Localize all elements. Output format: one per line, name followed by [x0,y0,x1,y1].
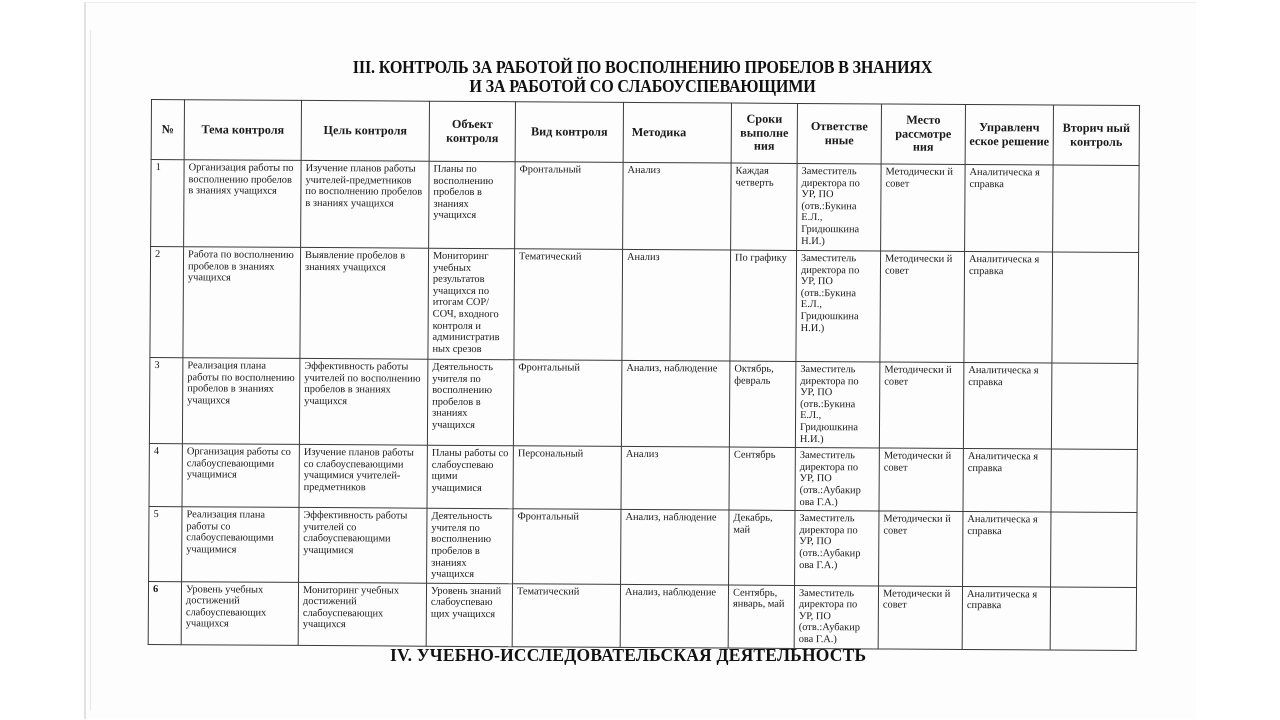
cell-deadline: Октябрь, февраль [729,361,796,448]
table-row [149,444,1137,513]
cell-object: Мониторинг учебных результатов учащихся по итогам СОР/СОЧ, входного контроля и административ ных срезов [428,248,515,360]
cell-deadline: Декабрь, май [729,510,795,585]
cell-secondary-control [1051,363,1138,450]
cell-responsible: Заместитель директора по УР, ПО (отв.:Аубакир ова Г.А.) [795,448,879,511]
cell-method: Анализ, наблюдение [621,360,730,447]
cell-method: Анализ [622,249,731,361]
cell-topic: Организация работы по восполнению пробелов в знаниях учащихся [184,160,302,248]
cell-secondary-control [1051,449,1137,512]
table-row [149,357,1138,449]
cell-goal: Изучение планов работы учителей-предметников по восполнению пробелов в знаниях учащихся [301,160,430,248]
header-topic: Тема контроля [184,100,301,161]
cell-topic: Реализация плана работы по восполнению пробелов в знаниях учащихся [182,358,300,445]
cell-method: Анализ, наблюдение [621,510,729,585]
cell-type: Тематический [512,583,620,647]
cell-venue: Методически й совет [881,164,966,252]
cell-decision: Аналитическа я справка [963,512,1051,587]
control-plan-table [148,99,1140,651]
next-section-title: IV. УЧЕБНО-ИССЛЕДОВАТЕЛЬСКАЯ ДЕЯТЕЛЬНОСТЬ [390,645,867,665]
header-venue: Место рассмотре ния [881,104,965,165]
cell-topic: Реализация плана работы со слабоуспевающими учащимися [182,507,299,582]
cell-object: Деятельность учителя по восполнению пробелов в знаниях учащихся [427,508,513,583]
table-row [150,247,1139,364]
cell-responsible: Заместитель директора по УР, ПО (отв.:Букина Е.Л., Гридюшкина Н.И.) [796,250,881,362]
cell-goal: Эффективность работы учителей со слабоуспевающими учащимися [299,508,427,583]
cell-deadline: Каждая четверть [731,163,798,250]
cell-topic: Работа по восполнению пробелов в знаниях учащихся [183,247,301,359]
table-row [151,160,1140,253]
cell-decision: Аналитическа я справка [962,586,1050,650]
cell-venue: Методически й совет [880,251,965,363]
cell-type: Тематический [514,249,623,361]
header-type: Вид контроля [515,102,623,163]
cell-goal: Эффективность работы учителей по восполнению пробелов в знаниях учащихся [299,358,428,445]
cell-deadline: По графику [730,250,797,361]
cell-object: Планы по восполнению пробелов в знаниях учащихся [429,161,516,249]
cell-venue: Методически й совет [878,586,962,650]
cell-method: Анализ, наблюдение [620,584,728,648]
cell-object: Планы работы со слабоуспеваю щими учащимися [427,445,513,508]
header-responsible: Ответстве нные [797,103,881,164]
section-title [189,58,1095,96]
cell-object: Уровень знаний слабоуспеваю щих учащихся [426,583,512,647]
cell-secondary-control [1053,165,1140,253]
cell-method: Анализ [621,447,729,511]
cell-type: Фронтальный [515,162,624,250]
cell-goal: Выявление пробелов в знаниях учащихся [300,247,429,359]
section-title-line-1: III. КОНТРОЛЬ ЗА РАБОТОЙ ПО ВОСПОЛНЕНИЮ ПРОБЕЛОВ В ЗНАНИЯХ [352,57,933,77]
cell-topic: Уровень учебных достижений слабоуспевающих учащихся [181,581,298,645]
header-method: Методика [623,102,731,163]
cell-venue: Методически й совет [879,511,963,586]
cell-topic: Организация работы со слабоуспевающими учащимися [182,444,299,508]
cell-secondary-control [1050,587,1136,651]
cell-goal: Изучение планов работы со слабоуспевающими учащимися учителей-предметников [299,445,427,509]
header-object: Объект контроля [429,101,515,162]
cell-venue: Методически й совет [879,448,963,511]
cell-responsible: Заместитель директора по УР, ПО (отв.:Аубакир ова Г.А.) [795,511,879,586]
header-goal: Цель контроля [301,100,429,161]
cell-responsible: Заместитель директора по УР, ПО (отв.:Букина Е.Л., Гридюшкина Н.И.) [797,163,882,251]
cell-goal: Мониторинг учебных достижений слабоуспевающих учащихся [298,582,426,646]
cell-number: 3 [149,357,183,443]
cell-number: 6 [148,581,181,644]
table-row [148,581,1136,650]
cell-type: Персональный [513,446,621,510]
cell-type: Фронтальный [513,509,621,584]
cell-number: 1 [151,160,185,247]
table-row [149,507,1137,588]
cell-decision: Аналитическа я справка [963,362,1052,449]
cell-method: Анализ [623,162,732,250]
header-deadline: Сроки выполне ния [731,103,797,163]
cell-object: Деятельность учителя по восполнению пробелов в знаниях учащихся [427,359,514,446]
cell-venue: Методически й совет [879,362,964,449]
header-decision: Управленч еское решение [965,104,1053,165]
header-number: № [151,100,184,160]
cell-number: 4 [149,444,182,507]
cell-deadline: Сентябрь [729,447,795,510]
cell-responsible: Заместитель директора по УР, ПО (отв.:Аубакир ова Г.А.) [794,585,878,649]
cell-decision: Аналитическа я справка [965,164,1054,252]
cell-number: 2 [150,247,184,358]
cell-type: Фронтальный [513,360,622,447]
table-header-row [151,100,1139,166]
section-title-line-2: И ЗА РАБОТОЙ СО СЛАБОУСПЕВАЮЩИМИ [469,76,816,96]
cell-decision: Аналитическа я справка [964,251,1053,363]
cell-responsible: Заместитель директора по УР, ПО (отв.:Букина Е.Л., Гридюшкина Н.И.) [795,361,880,448]
cell-decision: Аналитическа я справка [963,449,1051,513]
cell-number: 5 [149,507,182,582]
cell-secondary-control [1051,512,1137,587]
header-secondary-control: Вторич ный контроль [1053,105,1139,166]
cell-secondary-control [1052,252,1139,364]
cell-deadline: Сентябрь, январь, май [728,585,794,648]
